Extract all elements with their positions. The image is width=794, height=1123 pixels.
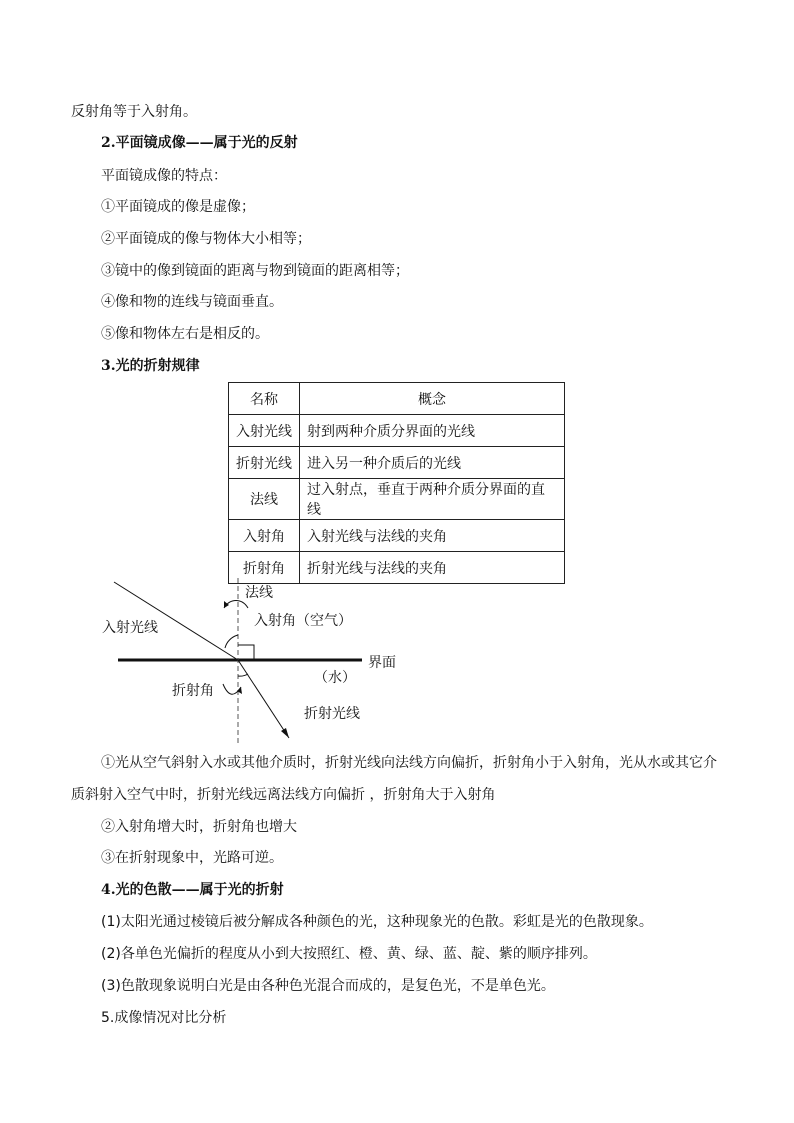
table-cell: 折射角 [229,552,300,584]
refraction-diagram [96,578,416,744]
table-row [229,447,565,479]
table-cell: 入射光线与法线的夹角 [300,520,565,552]
refraction-terms-table [228,382,565,584]
list-item: ⑤像和物体左右是相反的。 [101,326,269,342]
refraction-angle-label: 折射角 [172,683,214,699]
right-angle-mark [238,645,254,660]
incident-angle-label: 入射角（空气） [254,613,352,629]
table-row [229,520,565,552]
section-heading: 3.光的折射规律 [101,358,200,374]
table-cell: 入射光线 [229,415,300,447]
pointer-arrowhead [224,601,229,608]
list-item: ②平面镜成的像与物体大小相等； [101,231,311,247]
table-row [229,415,565,447]
incident-angle-arc [225,635,238,648]
paragraph-line: 质斜射入空气中时，折射光线远离法线方向偏折 ，折射角大于入射角 [71,787,496,803]
list-item: ②入射角增大时，折射角也增大 [101,819,297,835]
list-item: (2)各单色光偏折的程度从小到大按照红、橙、黄、绿、蓝、靛、紫的顺序排列。 [101,946,597,962]
section-heading: 4.光的色散——属于光的折射 [101,882,284,898]
table-cell: 进入另一种介质后的光线 [300,447,565,479]
table-header-cell: 名称 [229,383,300,415]
refracted-ray [238,660,289,738]
table-cell: 折射光线与法线的夹角 [300,552,565,584]
water-label: （水） [314,670,356,686]
section-heading: 2.平面镜成像——属于光的反射 [101,135,298,151]
list-item: ③在折射现象中，光路可逆。 [101,850,283,866]
table-header-cell: 概念 [300,383,565,415]
table-cell: 射到两种介质分界面的光线 [300,415,565,447]
text-line: 平面镜成像的特点： [101,168,227,184]
table-cell: 入射角 [229,520,300,552]
list-item: (1)太阳光通过棱镜后被分解成各种颜色的光，这种现象光的色散。彩虹是光的色散现象。 [101,914,653,930]
table-row [229,479,565,520]
text-line: 反射角等于入射角。 [71,104,197,120]
list-item: (3)色散现象说明白光是由各种色光混合而成的，是复色光，不是单色光。 [101,978,555,994]
incident-ray-label: 入射光线 [102,620,158,636]
list-item: ①平面镜成的像是虚像； [101,199,255,215]
paragraph-line: ①光从空气斜射入水或其他介质时，折射光线向法线方向偏折，折射角小于入射角，光从水或其它介 [101,755,717,771]
table-cell: 折射光线 [229,447,300,479]
refracted-arrowhead [281,728,289,738]
refracted-ray-label: 折射光线 [304,706,360,722]
refraction-angle-arc [238,674,248,676]
list-item: ④像和物的连线与镜面垂直。 [101,294,283,310]
section-heading: 5.成像情况对比分析 [101,1010,227,1026]
table-cell: 过入射点，垂直于两种介质分界面的直线 [300,479,565,520]
table-cell: 法线 [229,479,300,520]
interface-label: 界面 [368,655,396,671]
list-item: ③镜中的像到镜面的距离与物到镜面的距离相等； [101,263,409,279]
normal-label: 法线 [245,585,273,601]
table-header-row [229,383,565,415]
